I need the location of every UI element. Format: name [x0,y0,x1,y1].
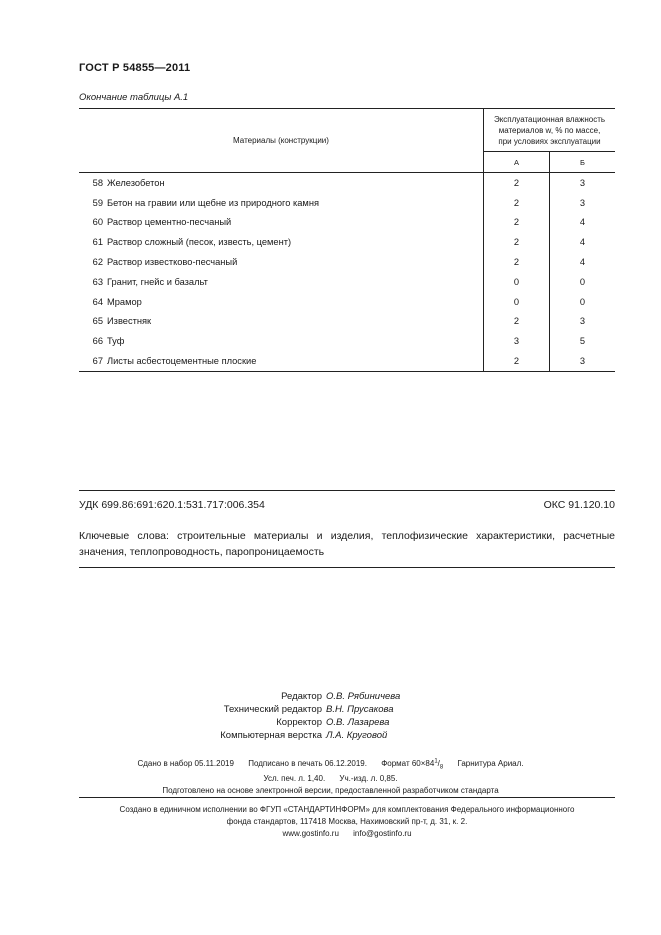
value-b: 0 [579,276,586,287]
value-a: 2 [484,173,550,193]
value-a: 0 [484,292,550,312]
printed-sheets: Усл. печ. л. 1,40. [263,774,326,784]
table-row [79,252,615,272]
table-row [79,213,615,233]
row-number: 58 [92,177,103,188]
value-b: 3 [579,316,586,327]
row-number: 60 [92,217,103,228]
table-row [79,312,615,332]
material-name: Раствор цементно-песчаный [107,213,484,233]
header-humidity-line-1: Эксплуатационная влажность [493,114,606,124]
publication-line-1 [0,755,661,773]
credit-line [0,703,661,716]
value-a: 2 [484,213,550,233]
email-link[interactable]: info@gostinfo.ru [353,829,412,838]
value-a: 3 [484,331,550,351]
publisher-footer [79,804,615,840]
credit-role: Технический редактор [223,704,322,715]
materials-table [79,108,615,372]
row-number: 61 [92,237,103,248]
table-row [79,272,615,292]
value-a: 2 [484,193,550,213]
value-b: 4 [579,237,586,248]
value-b: 0 [579,296,586,307]
keywords: Ключевые слова: строительные материалы и изделия, теплофизические характеристики, расчетные значения, теплопроводность, паропроницаемость [79,530,615,558]
value-a: 2 [484,351,550,371]
value-a: 0 [484,272,550,292]
row-number: 64 [92,296,103,307]
oks-code: ОКС 91.120.10 [543,499,615,511]
format-value: Формат 60×84 [381,758,435,768]
value-a: 2 [484,232,550,252]
table-row [79,331,615,351]
credit-line [0,716,661,729]
footer-line-2: фонда стандартов, 117418 Москва, Нахимовский пр-т, д. 31, к. 2. [226,817,468,826]
credit-line [0,729,661,742]
value-b: 4 [579,257,586,268]
prepared-note: Подготовлено на основе электронной версии, предоставленной разработчиком стандарта [162,786,499,796]
row-number: 62 [92,257,103,268]
material-name: Туф [107,331,484,351]
udk-code: УДК 699.86:691:620.1:531.717:006.354 [79,499,265,511]
header-humidity-line-3: при условиях эксплуатации [498,136,601,146]
credit-name: О.В. Лазарева [326,717,390,728]
credit-name: В.Н. Прусакова [326,704,394,715]
material-name: Раствор сложный (песок, известь, цемент) [107,232,484,252]
material-name: Бетон на гравии или щебне из природного камня [107,193,484,213]
credit-name: О.В. Рябиничева [326,691,401,702]
value-a: 2 [484,252,550,272]
website-link[interactable]: www.gostinfo.ru [282,829,339,838]
divider-keywords [79,567,615,568]
material-name: Известняк [107,312,484,332]
header-condition-b: Б [550,152,616,173]
value-b: 5 [579,336,586,347]
signed-date: Подписано в печать 06.12.2019. [248,758,367,768]
material-name: Мрамор [107,292,484,312]
format-denominator: 8 [439,764,444,771]
publication-line-2 [0,773,661,785]
footer-line-1: Создано в единичном исполнении во ФГУП «СТАНДАРТИНФОРМ» для комплектования Федерального информационного [119,805,575,814]
publication-info [0,755,661,797]
credit-name: Л.А. Круговой [326,730,388,741]
value-b: 3 [579,197,586,208]
credit-role: Редактор [281,691,322,702]
row-number: 67 [79,351,107,371]
row-number: 63 [92,276,103,287]
header-humidity [484,109,616,152]
value-b: 3 [579,177,586,188]
row-number: 65 [92,316,103,327]
table-row [79,292,615,312]
header-materials: Материалы (конструкции) [79,109,484,173]
divider-top [79,490,615,491]
material-name: Гранит, гнейс и базальт [107,272,484,292]
publisher-sheets: Уч.-изд. л. 0,85. [339,774,398,784]
value-a: 2 [484,312,550,332]
value-b: 4 [579,217,586,228]
table-row [79,193,615,213]
table-row [79,232,615,252]
typeface: Гарнитура Ариал. [457,758,524,768]
credit-role: Корректор [276,717,322,728]
credit-role: Компьютерная верстка [220,730,322,741]
material-name: Листы асбестоцементные плоские [107,351,484,371]
paper-format: Формат $60\times 84^1/_8$ [381,758,444,771]
header-humidity-line-2: материалов w, % по массе, [498,125,601,135]
footer-contacts [79,828,615,840]
row-number: 66 [92,336,103,347]
row-number: 59 [92,197,103,208]
submitted-date: Сдано в набор 05.11.2019 [137,758,234,768]
value-b: 3 [550,351,616,371]
standard-number: ГОСТ Р 54855—2011 [79,62,191,74]
table-caption: Окончание таблицы А.1 [79,92,189,103]
credit-line [0,690,661,703]
material-name: Железобетон [107,173,484,193]
header-condition-a: А [484,152,550,173]
credits-block [0,690,661,742]
format-numerator: 1 [434,758,438,764]
table-row [79,173,615,193]
divider-footer [79,797,615,798]
table-row [79,351,615,371]
material-name: Раствор известково-песчаный [107,252,484,272]
